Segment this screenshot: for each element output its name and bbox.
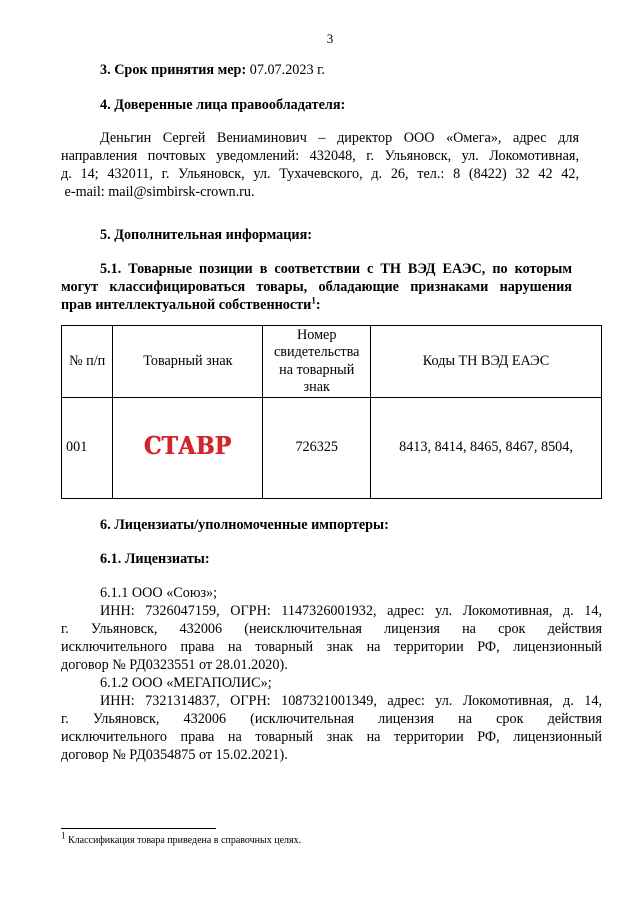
section5-sub-line-2: могут классифицироваться товары, обладающие признаками нарушения — [61, 279, 572, 295]
licensee1-line-3: исключительного права на товарный знак на территории РФ, лицензионный — [61, 639, 602, 655]
deadline-line — [100, 62, 325, 80]
header-cert: Номер свидетельства на товарный знак — [263, 326, 371, 398]
cell-num: 001 — [62, 398, 113, 499]
licensee1-line-4: договор № РД0323551 от 28.01.2020). — [61, 657, 288, 673]
footnote-mark: 1 — [61, 830, 66, 841]
section4-title: 4. Доверенные лица правообладателя: — [100, 97, 346, 113]
section5-sub-line-3 — [61, 297, 321, 315]
section5-sub-line-1: 5.1. Товарные позиции в соответствии с ТН ВЭД ЕАЭС, по которым — [100, 261, 572, 277]
cell-trademark — [113, 398, 263, 499]
section6-title: 6. Лицензиаты/уполномоченные импортеры: — [100, 517, 389, 533]
header-num: № п/п — [62, 326, 113, 398]
cell-cert: 726325 — [263, 398, 371, 499]
section5-sub-line-3-text: прав интеллектуальной собственности — [61, 297, 312, 313]
licensee1-name: 6.1.1 ООО «Союз»; — [100, 585, 218, 601]
section4-line-1: Деньгин Сергей Вениаминович – директор ООО «Омега», адрес для — [100, 130, 579, 146]
table-header-row — [62, 326, 602, 398]
footnote — [61, 830, 302, 847]
licensee1-line-1: ИНН: 7326047159, ОГРН: 1147326001932, адрес: ул. Локомотивная, д. 14, — [100, 603, 602, 619]
licensee2-name: 6.1.2 ООО «МЕГАПОЛИС»; — [100, 675, 272, 691]
section5-title: 5. Дополнительная информация: — [100, 227, 312, 243]
licensee1-line-2: г. Ульяновск, 432006 (неисключительная лицензия на срок действия — [61, 621, 602, 637]
deadline-value: 07.07.2023 г. — [246, 62, 325, 78]
licensee2-line-1: ИНН: 7321314837, ОГРН: 1087321001349, адрес: ул. Локомотивная, д. 14, — [100, 693, 602, 709]
page-number: 3 — [326, 31, 334, 46]
header-trademark: Товарный знак — [113, 326, 263, 398]
licensee2-line-3: исключительного права на товарный знак на территории РФ, лицензионный — [61, 729, 602, 745]
deadline-label: 3. Срок принятия мер: — [100, 62, 247, 78]
footnote-text: Классификация товара приведена в справочных целях. — [65, 835, 302, 846]
section6-sub-title: 6.1. Лицензиаты: — [100, 551, 210, 567]
section4-line-4: e-mail: mail@simbirsk-crown.ru. — [61, 184, 255, 200]
footnote-reference: 1 — [311, 295, 316, 306]
section5-sub-suffix: : — [315, 297, 321, 313]
section4-line-2: направления почтовых уведомлений: 432048, г. Ульяновск, ул. Локомотивная, — [61, 148, 579, 164]
table-row — [62, 398, 602, 499]
header-codes: Коды ТН ВЭД ЕАЭС — [371, 326, 602, 398]
footnote-separator — [61, 828, 216, 829]
trademark-logo: СТАВР — [144, 430, 232, 460]
licensee2-line-2: г. Ульяновск, 432006 (исключительная лицензия на срок действия — [61, 711, 602, 727]
licensee2-line-4: договор № РД0354875 от 15.02.2021). — [61, 747, 288, 763]
goods-table — [61, 325, 602, 499]
section4-line-3: д. 14; 432011, г. Ульяновск, ул. Тухачевского, д. 26, тел.: 8 (8422) 32 42 42, — [61, 166, 579, 182]
cell-codes: 8413, 8414, 8465, 8467, 8504, — [371, 398, 602, 499]
